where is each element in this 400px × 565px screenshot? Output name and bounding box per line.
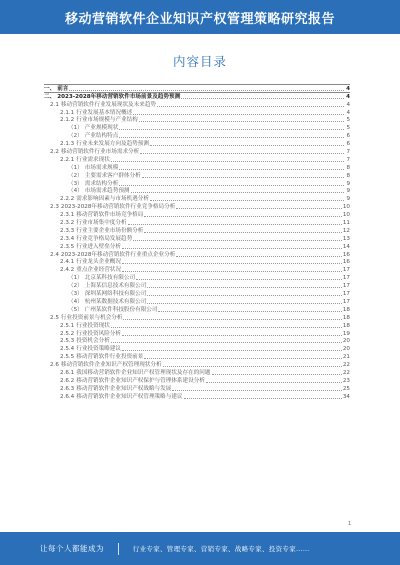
toc-entry[interactable]	[44, 226, 350, 234]
toc-leader-dots	[147, 303, 342, 304]
report-header	[0, 0, 400, 34]
toc-entry-page: 18	[342, 322, 350, 329]
toc-entry[interactable]	[44, 123, 350, 131]
toc-entry-text: 行业进入壁垒分析	[76, 243, 121, 250]
toc-entry[interactable]	[44, 100, 350, 108]
toc-entry[interactable]	[44, 187, 350, 195]
toc-entry-text: 产业规模现状	[84, 125, 119, 132]
toc-entry[interactable]	[44, 108, 350, 116]
toc-entry[interactable]	[44, 376, 350, 384]
toc-entry-text: 移动营销软件行业投资前景	[76, 354, 144, 361]
toc-entry[interactable]	[44, 321, 350, 329]
toc-entry-page: 17	[342, 267, 350, 274]
toc-entry[interactable]	[44, 218, 350, 226]
toc-entry-number: 2.6.1	[60, 369, 75, 376]
toc-entry-number: 2.5.2	[60, 330, 75, 337]
toc-entry-page: 4	[346, 109, 350, 116]
toc-entry-text: 2023-2028年移动营销软件行业重点企业分析	[60, 251, 176, 258]
toc-leader-dots	[142, 177, 344, 178]
toc-leader-dots	[133, 114, 344, 115]
toc-leader-dots	[122, 350, 342, 351]
toc-entry[interactable]	[44, 313, 350, 321]
toc-entry-page: 16	[342, 259, 350, 266]
toc-entry-number: 2.6.3	[60, 385, 75, 392]
toc-entry-text: 市场需求趋势预测	[84, 188, 130, 195]
toc-entry-number: 2.3	[50, 204, 59, 211]
toc-entry[interactable]	[44, 368, 350, 376]
toc-leader-dots	[140, 153, 344, 154]
toc-entry-text: 北京某科技有限公司	[84, 275, 136, 282]
toc-entry[interactable]	[44, 305, 350, 313]
toc-leader-dots	[111, 327, 342, 328]
toc-entry-number: （1）	[68, 164, 83, 171]
page-number: 1	[348, 521, 352, 527]
report-title: 移动营销软件企业知识产权管理策略研究报告	[64, 11, 335, 27]
toc-leader-dots	[131, 192, 344, 193]
toc-leader-dots	[136, 279, 342, 280]
toc-entry-page: 5	[346, 117, 350, 124]
toc-entry[interactable]	[44, 116, 350, 124]
toc-entry[interactable]	[44, 163, 350, 171]
toc-entry[interactable]	[44, 281, 350, 289]
toc-entry-number: （4）	[68, 298, 83, 305]
toc-entry[interactable]	[44, 242, 350, 250]
toc-entry[interactable]	[44, 265, 350, 273]
toc-entry-number: 2.3.3	[60, 227, 75, 234]
toc-entry-text: 行业投资前景与机会分析	[60, 314, 123, 321]
toc-entry[interactable]	[44, 273, 350, 281]
toc-entry-text: 投资机会分析	[76, 338, 110, 345]
toc-entry-text: 需求影响因素与市场机遇分析	[76, 196, 149, 203]
footer-slogan-left: 让每个人都能成为	[40, 544, 104, 553]
toc-entry-text: 行业发展基本情况概述	[76, 109, 133, 116]
toc-entry-text: 市场需求规模	[84, 164, 119, 171]
toc-entry-number: 2.6.4	[60, 393, 75, 400]
toc-entry-number: 2.3.1	[60, 212, 75, 219]
toc-entry[interactable]	[44, 84, 350, 92]
toc-leader-dots	[119, 185, 344, 186]
footer-slogan-right: 行业专家、管理专家、营销专家、战略专家、投资专家……	[132, 545, 310, 553]
toc-entry-page: 12	[342, 227, 350, 234]
toc-leader-dots	[128, 224, 342, 225]
toc-entry[interactable]	[44, 92, 350, 100]
toc-entry-page: 7	[346, 149, 350, 156]
toc-entry-page: 21	[342, 354, 350, 361]
toc-entry-page: 6	[346, 141, 350, 148]
toc-leader-dots	[133, 240, 342, 241]
toc-leader-dots	[119, 169, 344, 170]
toc-entry-page: 25	[342, 385, 350, 392]
toc-leader-dots	[123, 319, 341, 320]
toc-heading: 内容目录	[172, 54, 227, 69]
toc-entry-page: 16	[342, 251, 350, 258]
toc-entry-page: 23	[342, 377, 350, 384]
toc-entry-page: 4	[346, 85, 350, 92]
toc-entry-text: 2023-2028年移动营销软件市场前景及趋势预测	[57, 93, 181, 100]
footer-divider	[118, 543, 119, 555]
toc-leader-dots	[163, 366, 342, 367]
toc-entry-page: 17	[342, 298, 350, 305]
toc-entry-number: （3）	[68, 180, 83, 187]
toc-entry-page: 18	[342, 314, 350, 321]
toc-entry-text: 移动营销软件企业知识产权管理策略与建议	[76, 393, 183, 400]
toc-entry-text: 行业市场集中度分析	[76, 220, 127, 227]
toc-entry-text: 行业未来发展方向及趋势预测	[76, 141, 149, 148]
toc-entry-page: 11	[342, 220, 350, 227]
toc-entry-number: 2.1.3	[60, 141, 75, 148]
toc-entry[interactable]	[44, 289, 350, 297]
toc-entry-text: 行业主要企业市场份额分析	[76, 227, 144, 234]
toc-entry[interactable]	[44, 131, 350, 139]
toc-entry-text: 前言	[57, 85, 69, 92]
toc-entry-text: 行业投资策略建议	[76, 346, 121, 353]
toc-entry[interactable]	[44, 179, 350, 187]
toc-leader-dots	[206, 382, 342, 383]
toc-entry-text: 移动营销软件企业知识产权保护与管理体系建设分析	[76, 377, 205, 384]
toc-leader-dots	[147, 287, 342, 288]
toc-entry-text: 移动营销软件行业市场需求分析	[60, 149, 140, 156]
toc-entry-text: 行业市场规模与产业结构	[76, 117, 138, 124]
toc-entry-page: 10	[342, 212, 350, 219]
table-of-contents	[44, 84, 350, 400]
toc-entry-text: 需求结构分析	[84, 180, 119, 187]
toc-entry[interactable]	[44, 384, 350, 392]
toc-entry-text: 我国移动营销软件企业知识产权管理现状及存在的问题	[76, 369, 211, 376]
toc-leader-dots	[111, 342, 342, 343]
toc-leader-dots	[69, 90, 344, 91]
toc-entry-text: 移动营销软件企业知识产权管理现状分析	[60, 362, 162, 369]
toc-entry[interactable]	[44, 297, 350, 305]
toc-entry-text: 主要需求客户群体分析	[84, 172, 141, 179]
toc-entry[interactable]	[44, 147, 350, 155]
toc-entry-number: 2.5.5	[60, 354, 75, 361]
toc-entry[interactable]	[44, 258, 350, 266]
toc-entry[interactable]	[44, 171, 350, 179]
toc-entry-text: 行业投资现状	[76, 322, 110, 329]
toc-entry[interactable]	[44, 352, 350, 360]
toc-entry-number: 二、	[44, 93, 56, 100]
toc-entry-text: 移动营销软件市场竞争格局	[76, 212, 144, 219]
toc-entry-page: 6	[346, 133, 350, 140]
toc-entry-number: （5）	[68, 306, 83, 313]
toc-entry-text: 产业结构特点	[84, 133, 119, 140]
toc-leader-dots	[212, 374, 342, 375]
toc-entry-page: 22	[342, 362, 350, 369]
toc-entry-text: 2023-2028年移动营销软件行业竞争格局分析	[60, 204, 176, 211]
toc-entry-text: 行业需求现状	[76, 156, 110, 163]
toc-entry-page: 9	[346, 188, 350, 195]
toc-entry[interactable]	[44, 329, 350, 337]
toc-entry-page: 14	[342, 243, 350, 250]
toc-entry-number: 2.3.2	[60, 220, 75, 227]
toc-leader-dots	[122, 335, 342, 336]
toc-entry-text: 行业龙头企业概况	[76, 259, 121, 266]
toc-leader-dots	[150, 200, 344, 201]
toc-entry-number: 2.5.1	[60, 322, 75, 329]
toc-entry[interactable]	[44, 194, 350, 202]
toc-leader-dots	[122, 248, 342, 249]
toc-leader-dots	[144, 216, 342, 217]
toc-entry-number: 2.4	[50, 251, 59, 258]
toc-leader-dots	[181, 98, 344, 99]
toc-leader-dots	[150, 145, 344, 146]
toc-entry-number: 2.5	[50, 314, 59, 321]
toc-entry-number: 2.6	[50, 362, 59, 369]
toc-entry-number: 2.5.3	[60, 338, 75, 345]
toc-entry-page: 22	[342, 369, 350, 376]
toc-leader-dots	[172, 390, 342, 391]
toc-entry-page: 5	[346, 125, 350, 132]
toc-entry-number: （3）	[68, 291, 83, 298]
toc-leader-dots	[119, 129, 344, 130]
toc-entry-number: 2.2.1	[60, 156, 75, 163]
toc-entry-page: 9	[346, 196, 350, 203]
toc-entry-number: 2.1.2	[60, 117, 75, 124]
toc-leader-dots	[122, 271, 342, 272]
toc-entry-text: 移动营销软件企业知识产权战略与发展	[76, 385, 172, 392]
footer-bar	[0, 532, 400, 565]
toc-entry[interactable]	[44, 360, 350, 368]
toc-leader-dots	[122, 263, 342, 264]
toc-entry-page: 18	[342, 306, 350, 313]
toc-entry-number: 2.5.4	[60, 346, 75, 353]
toc-entry-number: 2.2.2	[60, 196, 75, 203]
toc-entry-text: 上海某信息技术有限公司	[84, 283, 147, 290]
toc-entry-number: 2.3.4	[60, 235, 75, 242]
toc-entry-text: 移动营销软件行业发展现状及未来趋势	[60, 101, 157, 108]
toc-entry-number: （2）	[68, 283, 83, 290]
toc-entry[interactable]	[44, 202, 350, 210]
toc-leader-dots	[144, 232, 342, 233]
toc-entry-page: 8	[346, 164, 350, 171]
toc-entry-page: 19	[342, 330, 350, 337]
toc-entry-number: 2.3.5	[60, 243, 75, 250]
toc-entry-page: 10	[342, 204, 350, 211]
toc-entry[interactable]	[44, 250, 350, 258]
toc-leader-dots	[176, 208, 342, 209]
toc-entry-text: 行业竞争格局发展趋势	[76, 235, 133, 242]
toc-entry-text: 深圳某网络科技有限公司	[84, 291, 147, 298]
toc-entry-page: 20	[342, 338, 350, 345]
toc-leader-dots	[158, 311, 341, 312]
toc-entry-text: 广州某软件科技股份有限公司	[84, 306, 158, 313]
toc-entry-page: 17	[342, 291, 350, 298]
toc-entry-page: 17	[342, 283, 350, 290]
toc-entry-number: 2.6.2	[60, 377, 75, 384]
toc-entry[interactable]	[44, 337, 350, 345]
toc-leader-dots	[176, 256, 342, 257]
toc-entry-number: 2.4.1	[60, 259, 75, 266]
toc-leader-dots	[139, 121, 344, 122]
toc-leader-dots	[147, 295, 342, 296]
toc-entry-number: （4）	[68, 188, 83, 195]
toc-entry[interactable]	[44, 344, 350, 352]
toc-entry-page: 4	[346, 101, 350, 108]
toc-leader-dots	[157, 106, 344, 107]
toc-entry-text: 杭州某数据技术有限公司	[84, 298, 147, 305]
toc-entry-page: 17	[342, 275, 350, 282]
toc-entry-number: 2.1.1	[60, 109, 75, 116]
toc-entry-number: （1）	[68, 275, 83, 282]
toc-entry[interactable]	[44, 139, 350, 147]
toc-entry-page: 20	[342, 346, 350, 353]
toc-entry-text: 重点企业经营状况	[76, 267, 121, 274]
toc-entry-number: 2.1	[50, 101, 59, 108]
toc-entry-page: 34	[342, 393, 350, 400]
toc-entry-number: 一、	[44, 85, 56, 92]
toc-entry-page: 7	[346, 156, 350, 163]
toc-leader-dots	[119, 137, 344, 138]
toc-entry[interactable]	[44, 234, 350, 242]
toc-entry-page: 13	[342, 235, 350, 242]
toc-entry[interactable]	[44, 210, 350, 218]
toc-entry-number: 2.2	[50, 149, 59, 156]
toc-leader-dots	[184, 398, 342, 399]
toc-entry[interactable]	[44, 155, 350, 163]
toc-leader-dots	[144, 358, 342, 359]
toc-entry-number: （2）	[68, 172, 83, 179]
toc-entry-page: 4	[346, 93, 350, 100]
toc-entry-number: （1）	[68, 125, 83, 132]
toc-entry-number: （2）	[68, 133, 83, 140]
toc-entry-page: 9	[346, 180, 350, 187]
toc-entry-number: 2.4.2	[60, 267, 75, 274]
toc-entry[interactable]	[44, 392, 350, 400]
toc-entry-text: 行业投资风险分析	[76, 330, 121, 337]
toc-entry-page: 8	[346, 172, 350, 179]
toc-leader-dots	[111, 161, 344, 162]
